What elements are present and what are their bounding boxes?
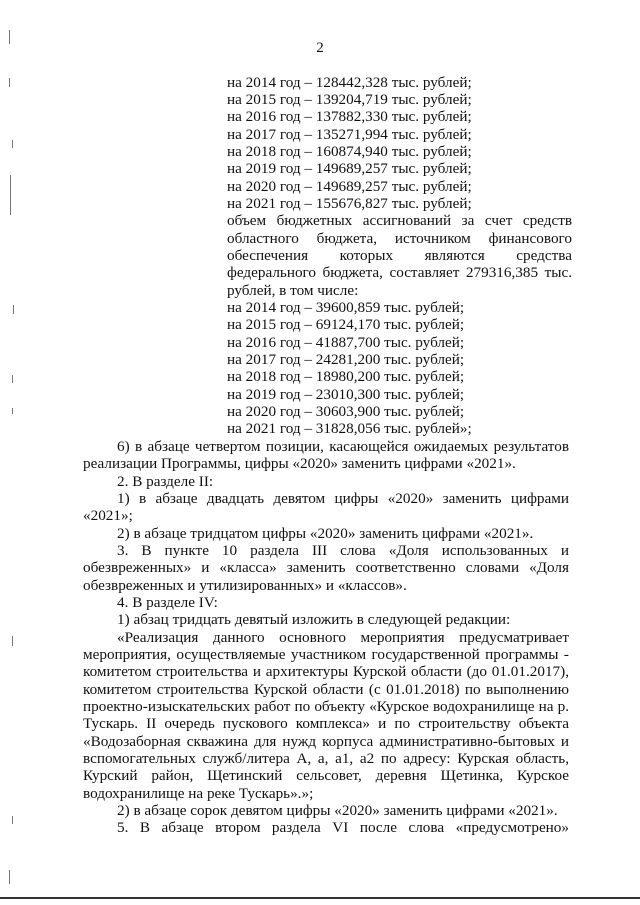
text-line: на 2019 год – 23010,300 тыс. рублей; (227, 386, 465, 403)
text-line: обеспечения которых являются средства (227, 247, 572, 264)
scan-mark (12, 140, 13, 148)
text-line: 4. В разделе IV: (117, 594, 218, 611)
text-line: на 2015 год – 139204,719 тыс. рублей; (227, 91, 472, 108)
text-line: обезвреженных и утилизированных» и «классов». (83, 577, 407, 594)
scan-mark (12, 816, 13, 824)
text-line: на 2019 год – 149689,257 тыс. рублей; (227, 160, 472, 177)
scan-mark (13, 305, 14, 314)
text-line: на 2014 год – 39600,859 тыс. рублей; (227, 299, 465, 316)
text-line: на 2021 год – 31828,056 тыс. рублей»; (227, 420, 472, 437)
text-line: обезвреженных» и «класса» заменить соответственно словами «Доля (83, 559, 569, 576)
text-line: 2. В разделе II: (117, 473, 214, 490)
text-line: 1) абзац тридцать девятый изложить в следующей редакции: (117, 611, 511, 628)
scan-mark (9, 78, 10, 87)
text-line: на 2018 год – 18980,200 тыс. рублей; (227, 368, 465, 385)
text-line: 3. В пункте 10 раздела III слова «Доля использованных и (117, 542, 569, 559)
text-line: вспомогательных служб/литера А, а, а1, а2 по адресу: Курская область, (83, 750, 569, 767)
page-number: 2 (316, 40, 324, 56)
text-line: «Водозаборная скважина для нужд корпуса административно-бытовых и (83, 733, 569, 750)
text-line: на 2017 год – 24281,200 тыс. рублей; (227, 351, 465, 368)
text-line: «Реализация данного основного мероприятия предусматривает (117, 629, 569, 646)
text-line: рублей, в том числе: (227, 282, 359, 299)
text-line: объем бюджетных ассигнований за счет средств (227, 212, 572, 229)
text-line: «2021»; (83, 507, 133, 524)
scan-mark (10, 175, 11, 215)
scan-mark (9, 870, 10, 884)
text-line: комитетом строительства и архитектуры Курской области (до 01.01.2017), (83, 663, 569, 680)
text-line: 6) в абзаце четвертом позиции, касающейся ожидаемых результатов (117, 438, 569, 455)
scan-mark (12, 408, 13, 414)
text-line: на 2016 год – 137882,330 тыс. рублей; (227, 108, 472, 125)
text-line: 2) в абзаце сорок девятом цифры «2020» заменить цифрами «2021». (117, 802, 558, 819)
text-line: федерального бюджета, составляет 279316,385 тыс. (227, 264, 572, 281)
scan-mark (9, 30, 10, 44)
text-line: на 2016 год – 41887,700 тыс. рублей; (227, 334, 465, 351)
scan-mark (12, 636, 13, 646)
text-line: Тускарь. II очередь пускового комплекса» и по строительству объекта (83, 715, 569, 732)
text-line: водохранилище на реке Тускарь».»; (83, 785, 314, 802)
text-line: на 2014 год – 128442,328 тыс. рублей; (227, 74, 472, 91)
text-line: на 2020 год – 149689,257 тыс. рублей; (227, 178, 472, 195)
text-line: 2) в абзаце тридцатом цифры «2020» заменить цифрами «2021». (117, 525, 534, 542)
text-line: на 2021 год – 155676,827 тыс. рублей; (227, 195, 472, 212)
text-line: на 2017 год – 135271,994 тыс. рублей; (227, 126, 472, 143)
text-line: Курский район, Щетинский сельсовет, деревня Щетинка, Курское (83, 767, 569, 784)
text-line: проектно-изыскательских работ по объекту «Курское водохранилище на р. (83, 698, 569, 715)
text-line: на 2018 год – 160874,940 тыс. рублей; (227, 143, 472, 160)
text-line: областного бюджета, источником финансового (227, 230, 572, 247)
text-line: на 2015 год – 69124,170 тыс. рублей; (227, 316, 465, 333)
text-line: 1) в абзаце двадцать девятом цифры «2020» заменить цифрами (117, 490, 569, 507)
text-line: 5. В абзаце втором раздела VI после слова «предусмотрено» (117, 819, 569, 836)
text-line: комитетом строительства Курской области (с 01.01.2018) по выполнению (83, 681, 569, 698)
text-line: на 2020 год – 30603,900 тыс. рублей; (227, 403, 465, 420)
bottom-edge-line (0, 897, 640, 899)
text-line: реализации Программы, цифры «2020» заменить цифрами «2021». (83, 455, 516, 472)
text-line: мероприятия, осуществляемые участником государственной программы - (83, 646, 569, 663)
scan-mark (12, 375, 13, 383)
